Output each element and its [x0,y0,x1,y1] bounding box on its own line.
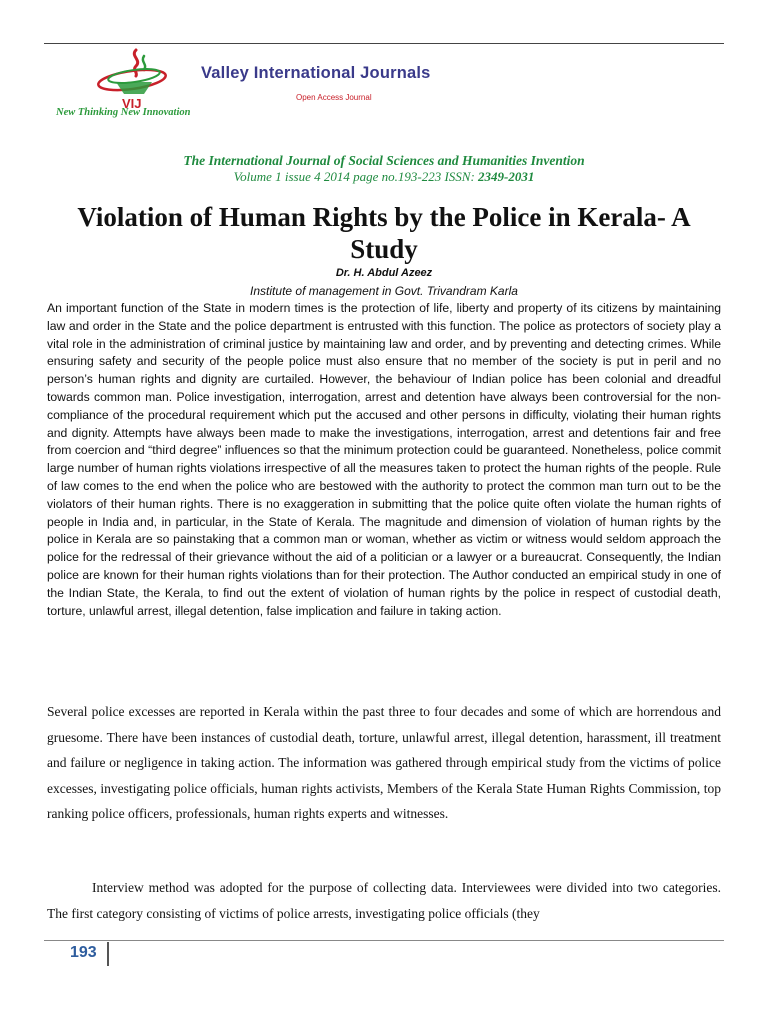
journal-name: The International Journal of Social Sciences and Humanities Invention [183,153,585,168]
article-title: Violation of Human Rights by the Police in Kerala- A Study [77,202,691,264]
logo-text: VIJ [122,96,142,111]
author-name: Dr. H. Abdul Azeez [335,267,433,279]
body-paragraph-2: Interview method was adopted for the purpose of collecting data. Interviewees were divided into two categories. The first category consisting of victims of police arrests, investigating police officials (they [47,880,721,921]
abstract-text: An important function of the State in modern times is the protection of life, liberty and property of its citizens by maintaining law and order in the State and the police department is entrusted with this function. The police as protectors of society play a vital role in the administration of criminal justice by maintaining law and order, and by preventing and detecting crimes. While ensuring safety and security of the people police must also ensure that no member of the society is put in peril and no person’s human rights and dignity are curtailed. However, the behaviour of Indian police has been colonial and dreadful towards common man. Police investigation, interrogation, arrest and detention have always been controversial for the non-compliance of the procedural requirement which put the accused and other persons in difficulty, violating their human rights and dignity. Attempts have always been made to make the investigations, interrogation, arrest and detentions fair and free from coercion and “third degree” influences so that the minimum protection could be guaranteed. Nonetheless, police commit large number of human rights violations irrespective of all the measures taken to protect the human rights of the people. Rule of law comes to the end when the police who are bestowed with the authority to protect the common man turn out to be the violators of their human rights. There is no exaggeration in submitting that the police quite often violate the human rights of people in India and, in particular, in the State of Kerala. The magnitude and dimension of violation of human rights by the police in Kerala are so painstaking that a common man or woman, whether as victim or witness would seldom approach the police for the redressal of their grievance without the aid of a politician or a lawyer or a bureaucrat. Consequently, the Indian police are known for their human rights violations than for their protection. The Author conducted an empirical study in one of the Indian State, the Kerala, to find out the extent of violation of human rights by the police in respect of custodial death, torture, unlawful arrest, illegal detention, false implication and failure in taking action. [47,301,721,618]
issn-number: 2349-2031 [478,169,535,184]
journal-volume-line [0,169,768,185]
page-number-divider [107,942,109,966]
page-number: 193 [70,944,97,961]
author-affiliation: Institute of management in Govt. Trivandram Karla [250,284,518,298]
publisher-tagline: New Thinking New Innovation [56,107,191,118]
publisher-name: Valley International Journals [201,64,431,82]
open-access-label: Open Access Journal [296,93,372,102]
volume-text: Volume 1 issue 4 2014 page no.193-223 ISSN: [233,169,475,184]
body-paragraph-1: Several police excesses are reported in Kerala within the past three to four decades and some of which are horrendous and gruesome. There have been instances of custodial death, torture, unlawful arrest, illegal detention, harassment, ill treatment and failure or negligence in taking action. The information was gathered through empirical study from the victims of police excesses, investigating police officials, human rights activists, Members of the Kerala State Human Rights Commission, top ranking police officers, professionals, human rights experts and witnesses. [47,704,721,821]
footer-rule [44,940,724,941]
header-top-rule [44,43,724,44]
